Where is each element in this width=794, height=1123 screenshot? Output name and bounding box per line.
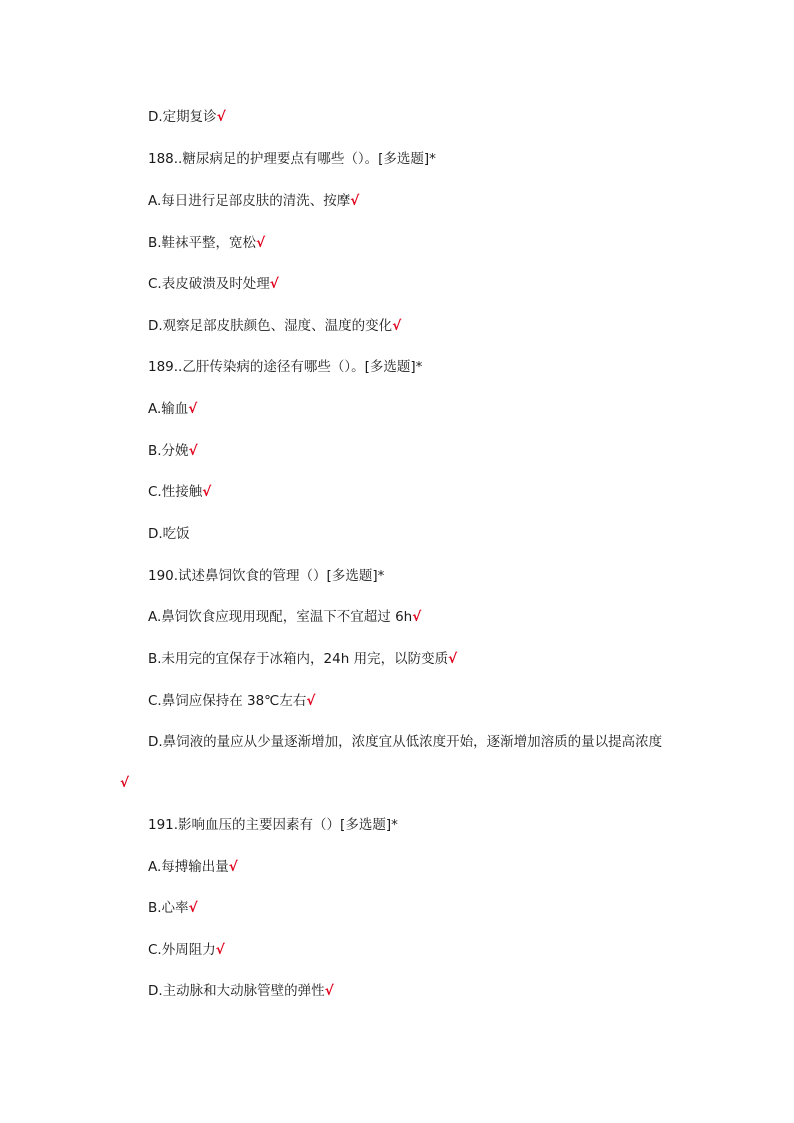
check-mark: √ [306, 693, 316, 709]
document-line [148, 567, 384, 585]
document-line [148, 816, 398, 834]
line-text: D.吃饭 [148, 526, 190, 542]
document-line [148, 858, 238, 876]
line-text: C.外周阻力 [148, 942, 216, 958]
line-text: A.鼻饲饮食应现用现配，室温下不宜超过 6h [148, 609, 413, 625]
document-line [148, 650, 457, 668]
document-line [148, 234, 265, 252]
check-mark: √ [216, 109, 226, 125]
check-mark-continuation: √ [120, 775, 130, 791]
document-line [148, 692, 315, 710]
check-mark: √ [412, 609, 422, 625]
document-line [148, 442, 198, 460]
line-text: B.未用完的宜保存于冰箱内，24h 用完，以防变质 [148, 651, 449, 667]
document-line [148, 317, 401, 335]
document-line [148, 483, 211, 501]
document-line [148, 358, 422, 376]
document-line [148, 150, 436, 168]
line-text: D.鼻饲液的量应从少量逐渐增加，浓度宜从低浓度开始，逐渐增加溶质的量以提高浓度 [148, 734, 663, 750]
line-text: 190.试述鼻饲饮食的管理（）[多选题]* [148, 568, 385, 584]
line-text: A.每日进行足部皮肤的清洗、按摩 [148, 193, 351, 209]
line-text: 189..乙肝传染病的途径有哪些（）。[多选题]* [148, 359, 423, 375]
check-mark: √ [188, 401, 198, 417]
check-mark: √ [202, 484, 212, 500]
document-line [148, 982, 334, 1000]
line-text: C.表皮破溃及时处理 [148, 276, 270, 292]
document-line [148, 108, 226, 126]
line-text: 188..糖尿病足的护理要点有哪些（）。[多选题]* [148, 151, 436, 167]
check-mark: √ [188, 443, 198, 459]
document-line [148, 941, 225, 959]
check-mark: √ [448, 651, 458, 667]
check-mark: √ [392, 318, 402, 334]
line-text: B.心率 [148, 900, 189, 916]
line-text: D.主动脉和大动脉管壁的弹性 [148, 983, 325, 999]
check-mark: √ [228, 859, 238, 875]
line-text: C.性接触 [148, 484, 203, 500]
line-text: 191.影响血压的主要因素有（）[多选题]* [148, 817, 398, 833]
check-mark: √ [256, 235, 266, 251]
check-mark: √ [269, 276, 279, 292]
document-line [148, 899, 198, 917]
line-text: B.分娩 [148, 443, 189, 459]
line-text: B.鞋袜平整，宽松 [148, 235, 257, 251]
line-text: D.观察足部皮肤颜色、湿度、温度的变化 [148, 318, 393, 334]
check-mark: √ [324, 983, 334, 999]
check-mark: √ [188, 900, 198, 916]
check-mark: √ [215, 942, 225, 958]
line-text: A.每搏输出量 [148, 859, 229, 875]
document-line [148, 525, 190, 543]
document-line [148, 733, 662, 751]
line-text: C.鼻饲应保持在 38℃左右 [148, 693, 307, 709]
document-line [148, 608, 421, 626]
line-text: A.输血 [148, 401, 189, 417]
document-line [148, 192, 359, 210]
check-mark: √ [350, 193, 360, 209]
document-line [148, 400, 197, 418]
line-text: D.定期复诊 [148, 109, 217, 125]
document-line [148, 275, 279, 293]
